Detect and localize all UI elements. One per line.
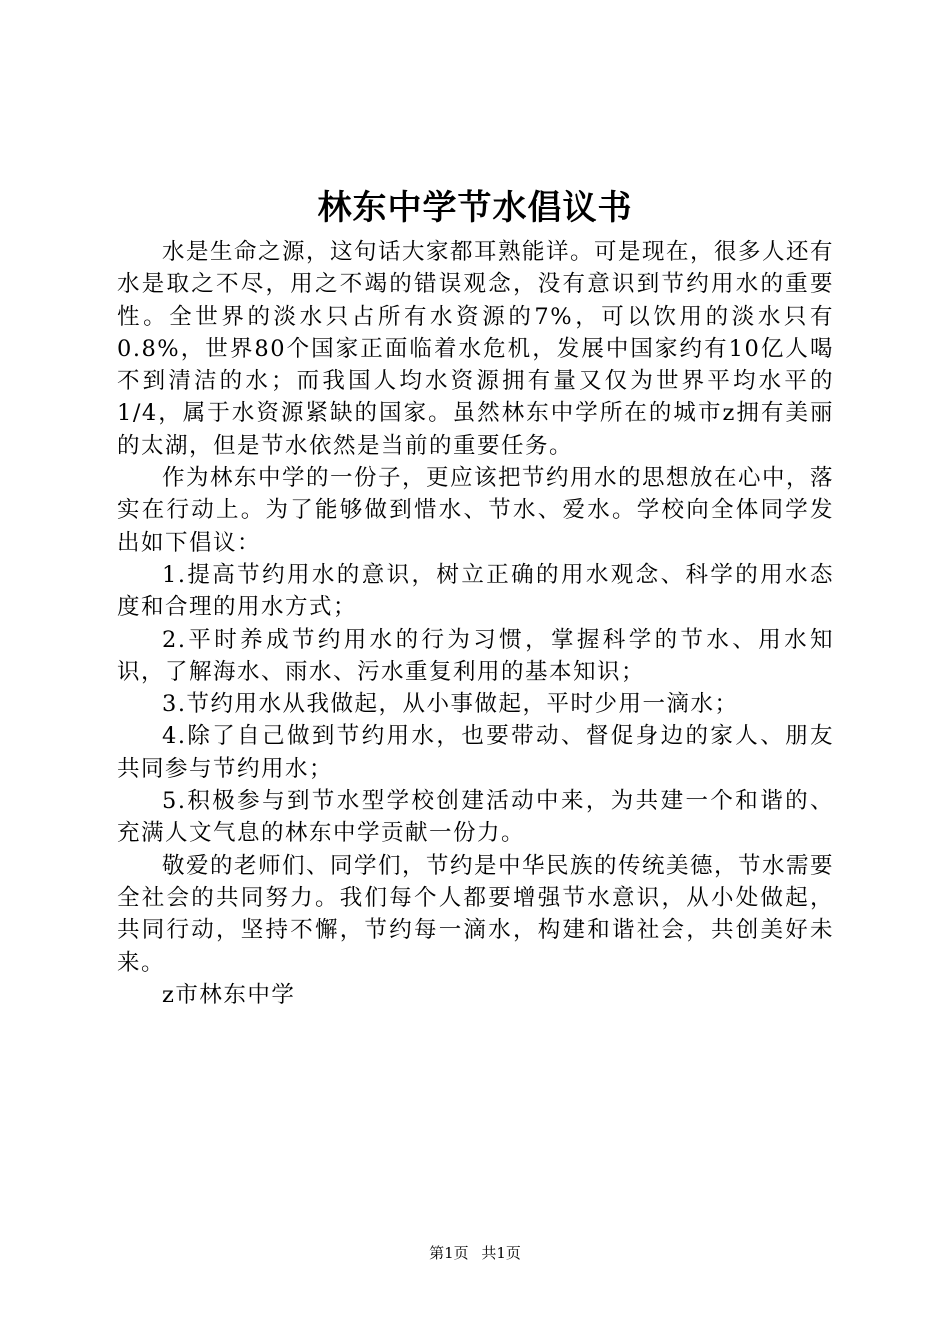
- document-title: 林东中学节水倡议书: [317, 188, 633, 228]
- paragraph-intro: 水是生命之源，这句话大家都耳熟能详。可是现在，很多人还有水是取之不尽，用之不竭的错误观念，没有意识到节约用水的重要性。全世界的淡水只占所有水资源的7%，可以饮用的淡水只有0.8%，世界80个国家正面临着水危机，发展中国家约有10亿人喝不到清洁的水；而我国人均水资源拥有量又仅为世界平均水平的1/4，属于水资源紧缺的国家。虽然林东中学所在的城市z拥有美丽的太湖，但是节水依然是当前的重要任务。: [117, 239, 835, 459]
- proposal-item-5: 5.积极参与到节水型学校创建活动中来，为共建一个和谐的、充满人文气息的林东中学贡献一份力。: [117, 788, 834, 847]
- paragraph-call: 作为林东中学的一份子，更应该把节约用水的思想放在心中，落实在行动上。为了能够做到惜水、节水、爱水。学校向全体同学发出如下倡议：: [117, 465, 835, 556]
- document-body: [117, 236, 834, 1011]
- signature-line: z市林东中学: [162, 981, 296, 1008]
- paragraph-closing: 敬爱的老师们、同学们，节约是中华民族的传统美德，节水需要全社会的共同努力。我们每个人都要增强节水意识，从小处做起，共同行动，坚持不懈，节约每一滴水，构建和谐社会，共创美好未来。: [117, 852, 835, 976]
- page-footer: [0, 1242, 950, 1264]
- proposal-item-1: 1.提高节约用水的意识，树立正确的用水观念、科学的用水态度和合理的用水方式；: [117, 561, 834, 621]
- proposal-item-4: 4.除了自己做到节约用水，也要带动、督促身边的家人、朋友共同参与节约用水；: [117, 723, 834, 782]
- page-number-total: 共1页: [481, 1244, 521, 1262]
- page-number-current: 第1页: [429, 1244, 469, 1262]
- proposal-item-3: 3.节约用水从我做起，从小事做起，平时少用一滴水；: [162, 691, 739, 718]
- proposal-item-2: 2.平时养成节约用水的行为习惯，掌握科学的节水、用水知识，了解海水、雨水、污水重复利用的基本知识；: [117, 626, 834, 685]
